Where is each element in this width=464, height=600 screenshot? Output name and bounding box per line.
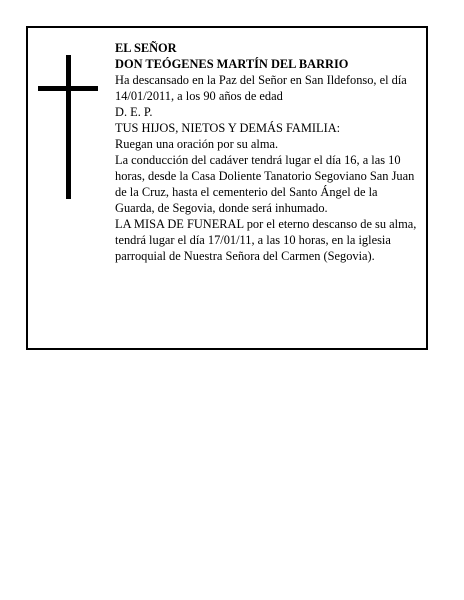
funeral-mass-details: LA MISA DE FUNERAL por el eterno descanso de su alma, tendrá lugar el día 17/01/11, a las 10 horas, en la iglesia parroquial de Nuestra Señora del Carmen (Segovia).	[115, 217, 417, 263]
death-statement: Ha descansado en la Paz del Señor en San Ildefonso, el día 14/01/2011, a los 90 años de edad	[115, 73, 407, 103]
obituary-notice	[26, 26, 428, 350]
cross-vertical-bar	[66, 55, 71, 199]
cross-icon	[38, 55, 98, 199]
deceased-name: DON TEÓGENES MARTÍN DEL BARRIO	[115, 57, 349, 71]
rip-line: D. E. P.	[115, 105, 153, 119]
family-line: TUS HIJOS, NIETOS Y DEMÁS FAMILIA:	[115, 121, 341, 135]
notice-text	[115, 40, 420, 264]
cross-horizontal-bar	[38, 86, 98, 91]
conduction-details: La conducción del cadáver tendrá lugar el día 16, a las 10 horas, desde la Casa Doliente Tanatorio Segoviano San Juan de la Cruz, hasta el cementerio del Santo Ángel de la Guarda, de Segovia, donde será inhumado.	[115, 153, 415, 215]
notice-heading: EL SEÑOR	[115, 41, 177, 55]
prayer-request: Ruegan una oración por su alma.	[115, 137, 279, 151]
